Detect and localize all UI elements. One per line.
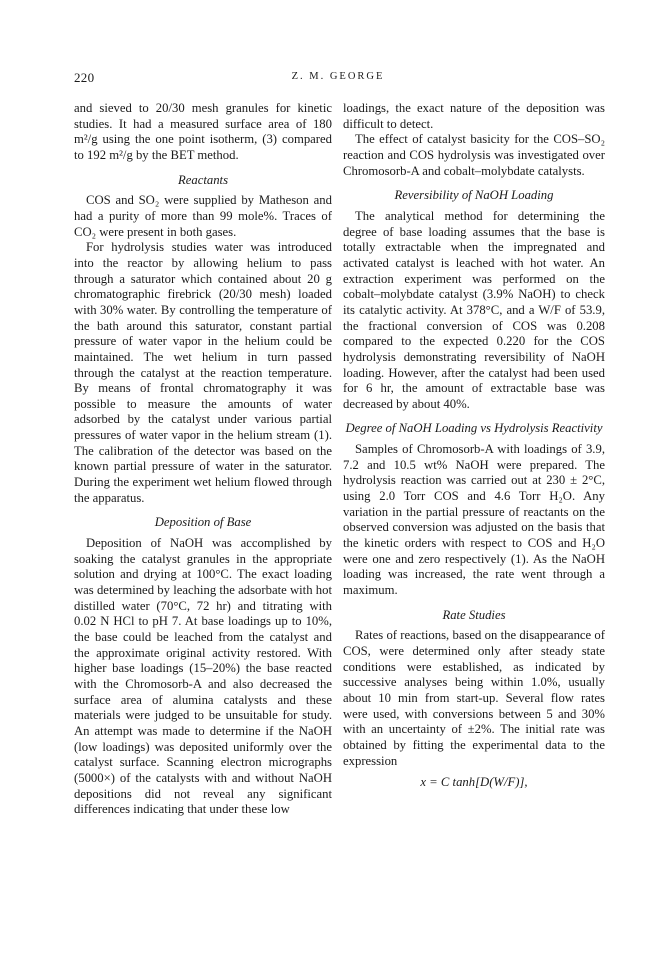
paragraph: and sieved to 20/30 mesh granules for kinetic studies. It had a measured surface area of 180 m²/g using the one point isotherm, (3) compared to 192 m²/g by the BET method. bbox=[74, 101, 332, 162]
section-heading: Reversibility of NaOH Loading bbox=[394, 188, 554, 203]
right-column bbox=[343, 101, 605, 791]
page-header bbox=[74, 70, 602, 86]
paragraph: Samples of Chromosorb-A with loadings of 3.9, 7.2 and 10.5 wt% NaOH were prepared. The hydrolysis reaction was carried out at 230 ± 2°C, using 2.0 Torr COS and 4.6 Torr H₂O. Any variation in the partial pressure of reactants on the observed conversion was adjusted on the basis that the kinetic orders with respect to COS and H₂O were one and zero respectively (1). As the NaOH loading was increased, the rate went through a maximum. bbox=[343, 442, 605, 598]
page-number: 220 bbox=[74, 70, 95, 85]
section-heading: Reactants bbox=[177, 172, 229, 187]
paragraph: loadings, the exact nature of the deposition was difficult to detect. bbox=[343, 101, 605, 131]
left-column bbox=[74, 101, 332, 818]
section-heading: Rate Studies bbox=[442, 607, 506, 622]
section-heading: Degree of NaOH Loading vs Hydrolysis Reactivity bbox=[345, 421, 603, 436]
paragraph: Deposition of NaOH was accomplished by soaking the catalyst granules in the appropriate solution and drying at 100°C. The exact loading was determined by leaching the adsorbate with hot distilled water (70°C, 72 hr) and titrating with 0.02 N HCl to pH 7. At base loadings up to 10%, the base could be leached from the catalyst and the approximate original activity restored. With higher base loadings (15–20%) the base reacted with the Chromosorb-A and also decreased the surface area of alumina catalysts and these materials were judged to be unsuitable for study. An attempt was made to determine if the NaOH (low loadings) was deposited uniformly over the catalyst surface. Scanning electron micrographs (5000×) of the catalysts with and without NaOH depositions did not reveal any significant differences indicating that under these low bbox=[74, 536, 332, 817]
paragraph: Rates of reactions, based on the disappearance of COS, were determined only after steady state conditions were established, as indicated by successive analyses being within 1.0%, usually about 10 min from start-up. Several flow rates were used, with conversions between 5 and 30% with an uncertainty of ±2%. The initial rate was obtained by fitting the experimental data to the expression bbox=[343, 628, 605, 768]
paragraph: For hydrolysis studies water was introduced into the reactor by allowing helium to pass through a saturator which contained about 20 g chromatographic firebrick (20/30 mesh) loaded with 30% water. By controlling the temperature of the bath around this saturator, constant partial pressure of water vapor in the helium could be maintained. The wet helium in turn passed through the catalyst at the reaction temperature. By means of frontal chromatography it was possible to measure the amounts of water adsorbed by the catalyst under various partial pressures of water vapor in the helium stream (1). The calibration of the detector was based on the known partial pressure of water in the saturator. During the experiment wet helium flowed through the apparatus. bbox=[74, 240, 332, 505]
paragraph: The effect of catalyst basicity for the COS–SO₂ reaction and COS hydrolysis was investigated over Chromosorb-A and cobalt–molybdate catalysts. bbox=[343, 132, 605, 178]
section-heading: Deposition of Base bbox=[154, 515, 252, 530]
paragraph: The analytical method for determining the degree of base loading assumes that the base is totally extractable when the impregnated and activated catalyst is leached with hot water. An extraction experiment was performed on the cobalt–molybdate catalyst (3.9% NaOH) to check its catalytic activity. At 378°C, and a W/F of 53.9, the fractional conversion of COS was 0.208 compared to the expected 0.220 for the COS hydrolysis demonstrating reversibility of NaOH loading. However, after the catalyst had been used for 6 hr, the amount of extractable base was decreased by about 40%. bbox=[343, 208, 605, 411]
running-head: Z. M. GEORGE bbox=[291, 71, 385, 82]
paragraph: COS and SO₂ were supplied by Matheson and had a purity of more than 99 mole%. Traces of CO₂ were present in both gases. bbox=[74, 193, 332, 239]
equation: x = C tanh[D(W/F)], bbox=[420, 775, 528, 790]
